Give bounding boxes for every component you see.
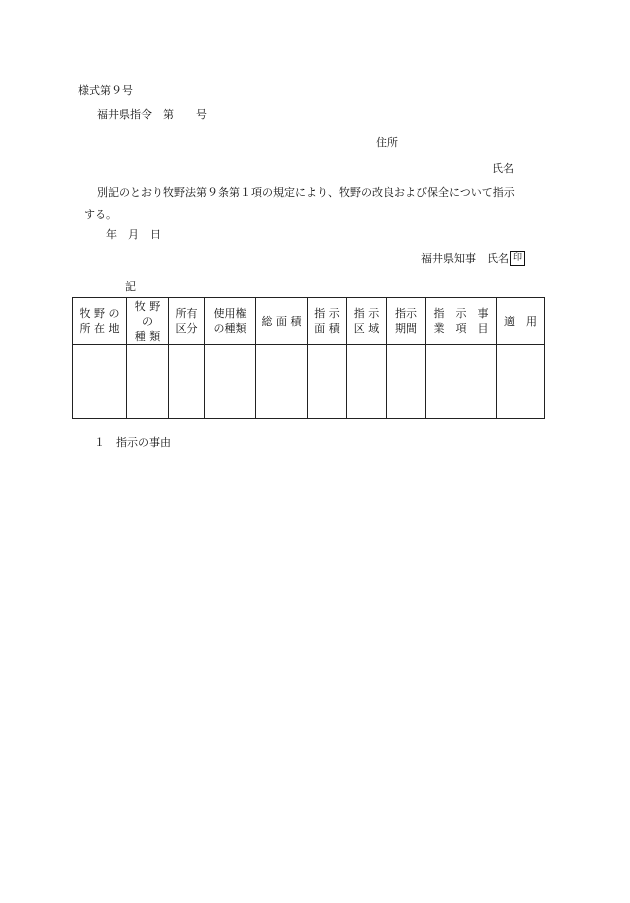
header-ownership: 所有 区分	[169, 298, 205, 345]
seal-stamp: 印	[510, 251, 525, 266]
ki-label: 記	[125, 280, 136, 293]
directive-table	[72, 297, 545, 419]
governor-signature	[421, 250, 525, 266]
name-label: 氏名	[492, 162, 514, 175]
directive-number: 福井県指令 第 号	[97, 108, 207, 121]
table-cell[interactable]	[205, 345, 256, 419]
body-text-line-1: 別記のとおり牧野法第９条第１項の規定により、牧野の改良および保全について指示	[97, 186, 515, 199]
header-pasture-type: 牧 野 の 種 類	[127, 298, 169, 345]
table-cell[interactable]	[347, 345, 387, 419]
table-cell[interactable]	[169, 345, 205, 419]
table-cell[interactable]	[308, 345, 347, 419]
date-line: 年 月 日	[106, 228, 161, 241]
body-text-line-2: する。	[84, 208, 117, 221]
table-cell[interactable]	[256, 345, 308, 419]
table-cell[interactable]	[73, 345, 127, 419]
table-row	[73, 345, 545, 419]
table-cell[interactable]	[497, 345, 545, 419]
header-directed-area: 指 示 面 積	[308, 298, 347, 345]
header-directed-period: 指示 期間	[387, 298, 426, 345]
item-1-reason: １ 指示の事由	[94, 436, 171, 449]
governor-label: 福井県知事 氏名	[421, 252, 509, 265]
table-cell[interactable]	[387, 345, 426, 419]
table-header-row	[73, 298, 545, 345]
header-directed-zone: 指 示 区 域	[347, 298, 387, 345]
header-usage-right: 使用権 の種類	[205, 298, 256, 345]
address-label: 住所	[376, 136, 398, 149]
header-total-area: 総 面 積	[256, 298, 308, 345]
table-cell[interactable]	[426, 345, 497, 419]
table-cell[interactable]	[127, 345, 169, 419]
header-location: 牧 野 の 所 在 地	[73, 298, 127, 345]
header-project-items: 指 示 事 業 項 目	[426, 298, 497, 345]
header-application: 適 用	[497, 298, 545, 345]
form-number: 様式第９号	[78, 84, 133, 97]
